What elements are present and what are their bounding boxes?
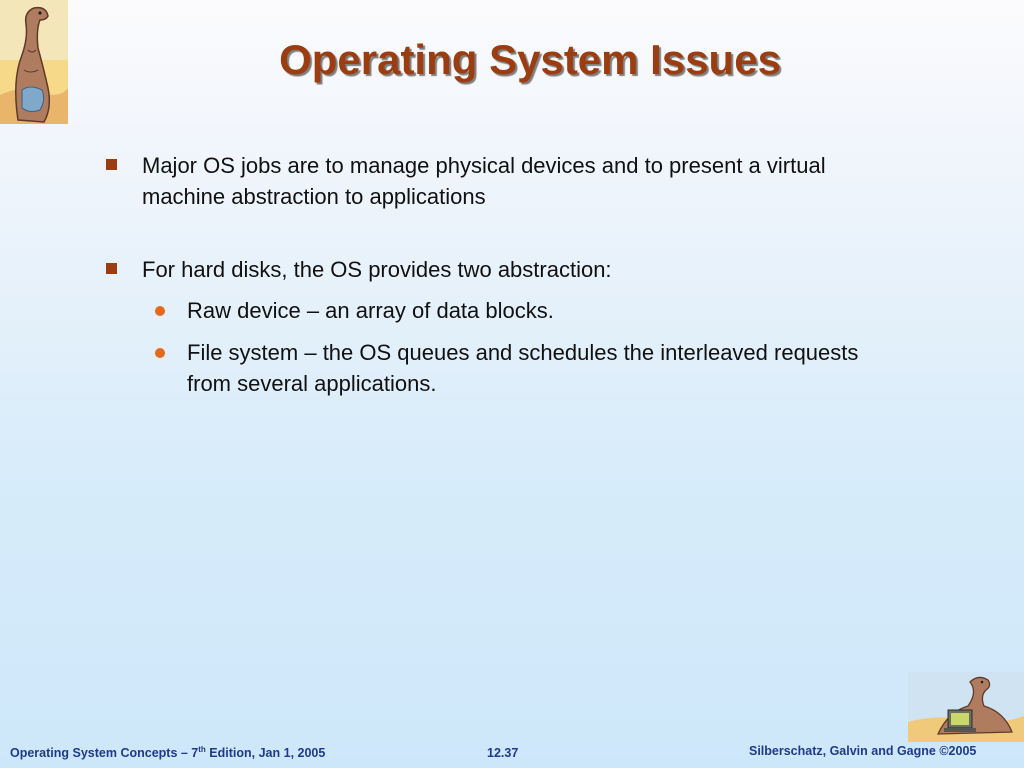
footer-course <box>10 746 325 760</box>
footer-copyright: Silberschatz, Galvin and Gagne ©2005 <box>749 744 977 758</box>
square-bullet-icon <box>106 263 117 274</box>
round-bullet-icon <box>155 348 165 358</box>
footer-course-prefix: Operating System Concepts – 7 <box>10 746 199 760</box>
subbullet-1: Raw device – an array of data blocks. <box>187 298 554 323</box>
footer-course-sup: th <box>198 744 206 754</box>
bullet-2: For hard disks, the OS provides two abstraction: <box>142 257 612 282</box>
slide-title: Operating System Issues <box>279 36 781 83</box>
round-bullet-icon <box>155 306 165 316</box>
footer-page-number: 12.37 <box>487 746 519 760</box>
subbullet-2: File system – the OS queues and schedules the interleaved requests from several applications. <box>187 340 859 396</box>
footer-course-suffix: Edition, Jan 1, 2005 <box>205 746 326 760</box>
dinosaur-computer-icon <box>908 672 1024 742</box>
bullet-1: Major OS jobs are to manage physical devices and to present a virtual machine abstraction to applications <box>142 153 826 209</box>
square-bullet-icon <box>106 159 117 170</box>
